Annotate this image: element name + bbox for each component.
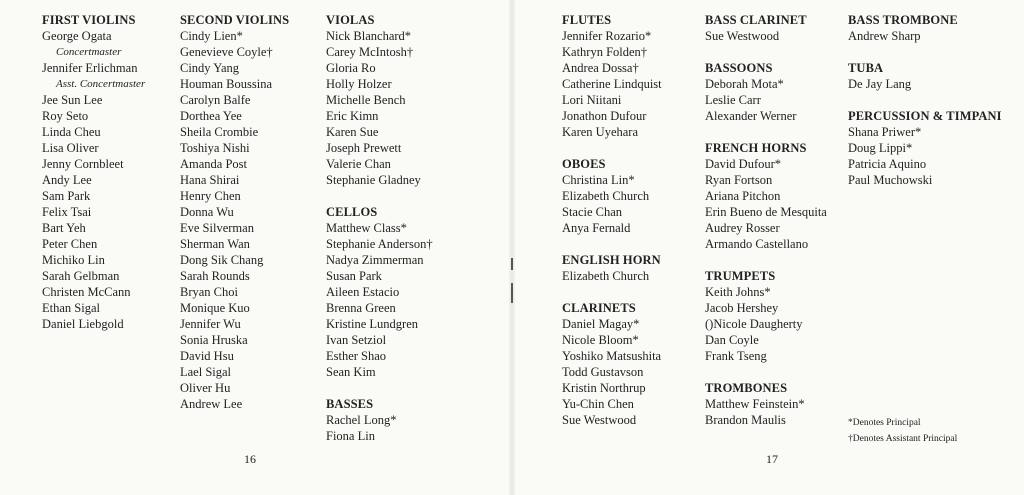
member-name: Dan Coyle <box>705 333 759 347</box>
member-name: Gloria Ro <box>326 61 376 75</box>
member-title: Concertmaster <box>56 46 122 58</box>
section-heading: TROMBONES <box>705 381 788 395</box>
member-title: Asst. Concertmaster <box>56 78 146 90</box>
page-number-right: 17 <box>766 452 778 466</box>
section-heading: PERCUSSION & TIMPANI <box>848 109 1002 123</box>
page-number-left: 16 <box>244 452 256 466</box>
section <box>848 108 1002 188</box>
member-name: Cindy Yang <box>180 61 240 75</box>
right-column-3 <box>848 12 1002 204</box>
section-heading: CELLOS <box>326 205 378 219</box>
member-name: Sherman Wan <box>180 237 250 251</box>
member-name: Lael Sigal <box>180 365 232 379</box>
member-name: Holly Holzer <box>326 77 392 91</box>
member-name: Matthew Feinstein* <box>705 397 805 411</box>
member-name: Andrea Dossa† <box>562 61 639 75</box>
member-name: Karen Uyehara <box>562 125 638 139</box>
member-name: Felix Tsai <box>42 205 92 219</box>
section <box>326 396 433 444</box>
member-name: Todd Gustavson <box>562 365 644 379</box>
member-name: Jennifer Erlichman <box>42 61 138 75</box>
member-name: Yu-Chin Chen <box>562 397 634 411</box>
member-name: Kristin Northrup <box>562 381 646 395</box>
member-name: Dorthea Yee <box>180 109 242 123</box>
member-name: Esther Shao <box>326 349 387 363</box>
member-name: Ariana Pitchon <box>705 189 781 203</box>
section <box>326 204 433 380</box>
member-name: Sue Westwood <box>705 29 780 43</box>
member-name: Kathryn Folden† <box>562 45 648 59</box>
member-name: Lori Niitani <box>562 93 622 107</box>
member-name: Andy Lee <box>42 173 92 187</box>
member-name: Bart Yeh <box>42 221 86 235</box>
section <box>42 12 145 332</box>
member-name: Erin Bueno de Mesquita <box>705 205 827 219</box>
section-heading: BASS TROMBONE <box>848 13 958 27</box>
member-name: Christina Lin* <box>562 173 635 187</box>
section-heading: FLUTES <box>562 13 612 27</box>
member-name: Carolyn Balfe <box>180 93 251 107</box>
legend <box>848 415 957 447</box>
section-heading: VIOLAS <box>326 13 375 27</box>
section-heading: BASSOONS <box>705 61 773 75</box>
member-name: Leslie Carr <box>705 93 761 107</box>
section <box>562 300 662 428</box>
member-name: Ethan Sigal <box>42 301 100 315</box>
member-name: Nicole Bloom* <box>562 333 639 347</box>
section-heading: TUBA <box>848 61 884 75</box>
left-column-1 <box>42 12 145 348</box>
member-name: Patricia Aquino <box>848 157 927 171</box>
member-name: Ivan Setziol <box>326 333 387 347</box>
member-name: Stephanie Anderson† <box>326 237 433 251</box>
member-name: Christen McCann <box>42 285 131 299</box>
member-name: Linda Cheu <box>42 125 101 139</box>
left-column-3 <box>326 12 433 460</box>
section <box>562 252 662 284</box>
section-heading: BASS CLARINET <box>705 13 807 27</box>
section-heading: CLARINETS <box>562 301 636 315</box>
member-name: Houman Boussina <box>180 77 273 91</box>
member-name: Frank Tseng <box>705 349 767 363</box>
member-name: David Dufour* <box>705 157 782 171</box>
left-column-2 <box>180 12 289 428</box>
right-column-1 <box>562 12 662 444</box>
member-name: Sheila Crombie <box>180 125 259 139</box>
member-name: Sean Kim <box>326 365 376 379</box>
legend-principal: *Denotes Principal <box>848 418 921 428</box>
member-name: George Ogata <box>42 29 112 43</box>
member-name: Brandon Maulis <box>705 413 786 427</box>
member-name: Elizabeth Church <box>562 269 650 283</box>
member-name: Daniel Magay* <box>562 317 640 331</box>
member-name: Cindy Lien* <box>180 29 243 43</box>
member-name: Jee Sun Lee <box>42 93 103 107</box>
member-name: Shana Priwer* <box>848 125 922 139</box>
member-name: Stephanie Gladney <box>326 173 421 187</box>
member-name: Monique Kuo <box>180 301 250 315</box>
member-name: Jennifer Wu <box>180 317 241 331</box>
section-heading: OBOES <box>562 157 606 171</box>
member-name: Paul Muchowski <box>848 173 933 187</box>
member-name: Andrew Sharp <box>848 29 921 43</box>
section-heading: FIRST VIOLINS <box>42 13 136 27</box>
member-name: Daniel Liebgold <box>42 317 124 331</box>
right-column-2 <box>705 12 827 444</box>
section <box>848 12 1002 44</box>
member-name: Jenny Cornbleet <box>42 157 124 171</box>
member-name: David Hsu <box>180 349 234 363</box>
section <box>705 268 827 364</box>
member-name: Valerie Chan <box>326 157 391 171</box>
member-name: Roy Seto <box>42 109 89 123</box>
member-name: Andrew Lee <box>180 397 243 411</box>
member-name: Elizabeth Church <box>562 189 650 203</box>
member-name: Michiko Lin <box>42 253 105 267</box>
section-heading: ENGLISH HORN <box>562 253 661 267</box>
member-name: Oliver Hu <box>180 381 231 395</box>
member-name: Yoshiko Matsushita <box>562 349 662 363</box>
member-name: Kristine Lundgren <box>326 317 418 331</box>
member-name: Hana Shirai <box>180 173 240 187</box>
member-name: Sarah Gelbman <box>42 269 120 283</box>
member-name: Genevieve Coyle† <box>180 45 273 59</box>
member-name: Bryan Choi <box>180 285 238 299</box>
member-name: Toshiya Nishi <box>180 141 250 155</box>
section <box>848 60 1002 92</box>
member-name: Aileen Estacio <box>326 285 400 299</box>
member-name: Carey McIntosh† <box>326 45 414 59</box>
member-name: Nadya Zimmerman <box>326 253 424 267</box>
section <box>705 140 827 252</box>
member-name: Jennifer Rozario* <box>562 29 652 43</box>
member-name: Henry Chen <box>180 189 241 203</box>
section <box>705 60 827 124</box>
member-name: Matthew Class* <box>326 221 407 235</box>
section-heading: FRENCH HORNS <box>705 141 807 155</box>
member-name: Armando Castellano <box>705 237 809 251</box>
member-name: Eric Kimn <box>326 109 379 123</box>
member-name: Brenna Green <box>326 301 396 315</box>
member-name: Amanda Post <box>180 157 248 171</box>
legend-assistant-principal: †Denotes Assistant Principal <box>848 434 958 444</box>
member-name: Jonathon Dufour <box>562 109 647 123</box>
member-name: Dong Sik Chang <box>180 253 264 267</box>
section <box>562 156 662 236</box>
member-name: Keith Johns* <box>705 285 771 299</box>
member-name: Deborah Mota* <box>705 77 784 91</box>
member-name: Lisa Oliver <box>42 141 99 155</box>
member-name: De Jay Lang <box>848 77 912 91</box>
section <box>180 12 289 412</box>
member-name: Eve Silverman <box>180 221 254 235</box>
member-name: Anya Fernald <box>562 221 631 235</box>
member-name: Joseph Prewett <box>326 141 402 155</box>
section-heading: TRUMPETS <box>705 269 776 283</box>
member-name: Donna Wu <box>180 205 234 219</box>
member-name: Doug Lippi* <box>848 141 913 155</box>
member-name: Sue Westwood <box>562 413 637 427</box>
member-name: Karen Sue <box>326 125 379 139</box>
member-name: Sarah Rounds <box>180 269 250 283</box>
member-name: Alexander Werner <box>705 109 797 123</box>
member-name: ()Nicole Daugherty <box>705 317 803 331</box>
section <box>562 12 662 140</box>
member-name: Susan Park <box>326 269 382 283</box>
member-name: Fiona Lin <box>326 429 375 443</box>
member-name: Ryan Fortson <box>705 173 773 187</box>
section <box>326 12 433 188</box>
section <box>705 380 827 428</box>
member-name: Michelle Bench <box>326 93 406 107</box>
section-heading: SECOND VIOLINS <box>180 13 290 27</box>
member-name: Jacob Hershey <box>705 301 779 315</box>
member-name: Rachel Long* <box>326 413 397 427</box>
member-name: Audrey Rosser <box>705 221 780 235</box>
member-name: Stacie Chan <box>562 205 623 219</box>
section-heading: BASSES <box>326 397 374 411</box>
member-name: Sonia Hruska <box>180 333 248 347</box>
member-name: Catherine Lindquist <box>562 77 662 91</box>
member-name: Sam Park <box>42 189 91 203</box>
section <box>705 12 827 44</box>
member-name: Nick Blanchard* <box>326 29 412 43</box>
member-name: Peter Chen <box>42 237 98 251</box>
